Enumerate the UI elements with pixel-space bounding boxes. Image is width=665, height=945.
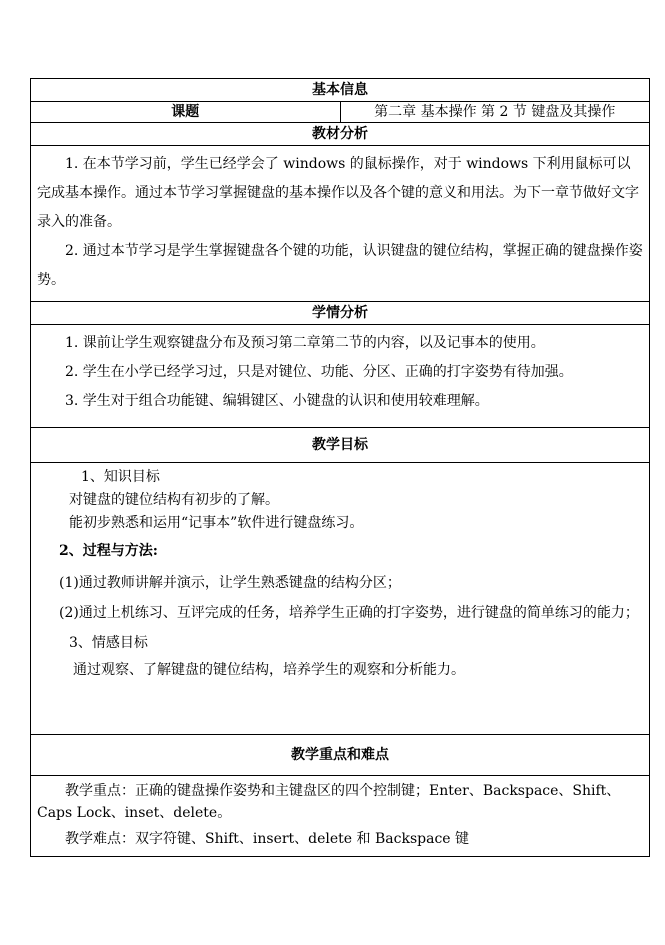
student-analysis-item: 3. 学生对于组合功能键、编辑键区、小键盘的认识和使用较难理解。: [65, 393, 489, 409]
teaching-goals-header: 教学目标: [31, 428, 650, 463]
student-analysis-body: [31, 325, 650, 428]
key-points-header: 教学重点和难点: [31, 735, 650, 776]
lesson-plan: [30, 78, 650, 857]
key-points-body: [31, 776, 650, 857]
student-analysis-header: 学情分析: [31, 302, 650, 325]
student-analysis-item: 2. 学生在小学已经学习过，只是对键位、功能、分区、正确的打字姿势有待加强。: [65, 364, 573, 380]
textbook-analysis-header: 教材分析: [31, 123, 650, 146]
goal-3-line1: 通过观察、了解键盘的键位结构，培养学生的观察和分析能力。: [73, 662, 465, 678]
textbook-analysis-p2: 2. 通过本节学习是学生掌握键盘各个键的功能，认识键盘的键位结构，掌握正确的键盘操作姿势。: [37, 243, 643, 288]
key-points-difficulty: 教学难点：双字符键、Shift、insert、delete 和 Backspace 键: [65, 831, 470, 847]
course-label: 课题: [31, 102, 341, 123]
goal-2-title: 2、过程与方法:: [59, 543, 158, 559]
textbook-analysis-body: [31, 146, 650, 302]
goal-2-item2: (2)通过上机练习、互评完成的任务，培养学生正确的打字姿势，进行键盘的简单练习的能力；: [59, 605, 639, 621]
goal-2-item1: (1)通过教师讲解并演示，让学生熟悉键盘的结构分区；: [59, 575, 401, 591]
goal-1-title: 1、知识目标: [81, 469, 160, 485]
goal-1-line2: 能初步熟悉和运用“记事本”软件进行键盘练习。: [69, 515, 364, 531]
course-value: 第二章 基本操作 第 2 节 键盘及其操作: [340, 102, 650, 123]
key-points-focus: 教学重点：正确的键盘操作姿势和主键盘区的四个控制键；Enter、Backspace、Shift、Caps Lock、inset、delete。: [37, 783, 621, 821]
textbook-analysis-p1: 1. 在本节学习前，学生已经学会了 windows 的鼠标操作，对于 windows 下利用鼠标可以完成基本操作。通过本节学习掌握键盘的基本操作以及各个键的意义和用法。为下一章节做好文字录入的准备。: [37, 156, 639, 230]
teaching-goals-body: [31, 463, 650, 735]
student-analysis-item: 1. 课前让学生观察键盘分布及预习第二章第二节的内容，以及记事本的使用。: [65, 335, 545, 351]
basic-info-header: 基本信息: [31, 79, 650, 102]
goal-3-title: 3、情感目标: [69, 635, 148, 651]
lesson-plan-table: [30, 78, 650, 857]
goal-1-line1: 对键盘的键位结构有初步的了解。: [69, 492, 279, 508]
